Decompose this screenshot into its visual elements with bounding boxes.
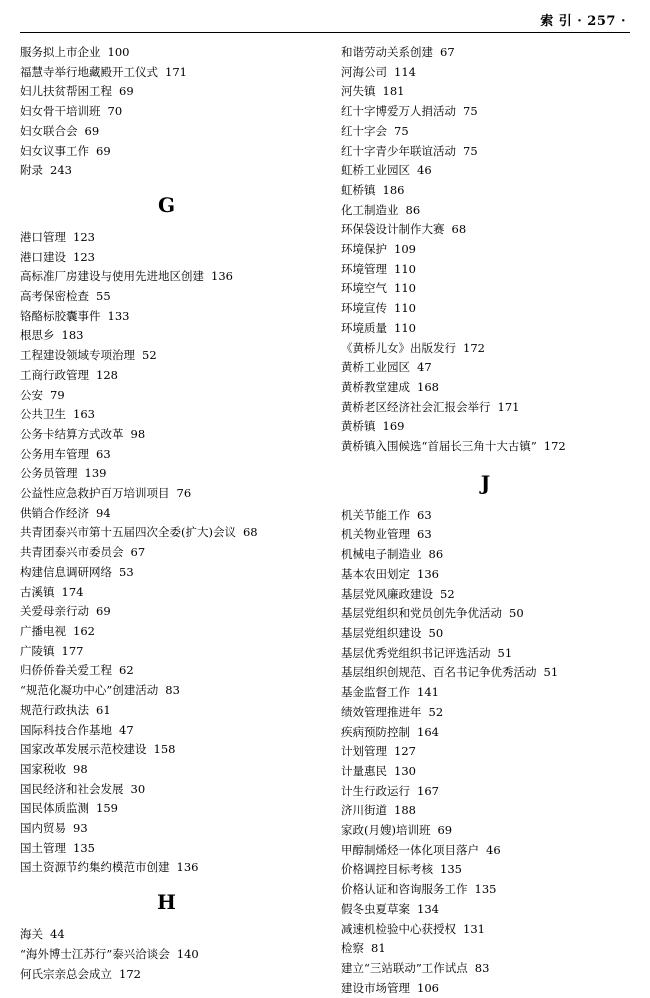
index-entry <box>341 181 630 201</box>
entry-page: 47 <box>417 360 432 375</box>
entry-page: 177 <box>61 643 84 658</box>
entry-page: 46 <box>417 163 432 178</box>
entry-term: 基层优秀党组织书记评选活动 <box>341 645 491 660</box>
entry-term: 构建信息调研网络 <box>20 564 112 579</box>
entry-term: 虹桥镇 <box>341 182 376 197</box>
entry-term: 规范行政执法 <box>20 702 89 717</box>
entry-group-g <box>20 228 313 878</box>
entry-page: 68 <box>451 222 467 237</box>
entry-page: 93 <box>73 821 88 836</box>
entry-page: 52 <box>142 348 157 363</box>
entry-term: 黄桥镇入围候选“首届长三角十大古镇” <box>341 439 537 454</box>
index-entry <box>341 201 630 221</box>
index-entry <box>20 799 313 819</box>
entry-term: 计划管理 <box>341 744 387 759</box>
index-entry <box>341 240 630 260</box>
entry-page: 164 <box>417 724 439 739</box>
entry-term: 供销合作经济 <box>20 505 89 520</box>
index-entry <box>341 102 630 122</box>
entry-page: 109 <box>394 242 416 257</box>
entry-term: 虹桥工业园区 <box>341 163 410 178</box>
entry-page: 63 <box>417 527 432 542</box>
entry-term: 计生行政运行 <box>341 783 410 798</box>
entry-term: 福慧寺举行地藏殿开工仪式 <box>20 64 158 79</box>
entry-page: 98 <box>130 426 146 441</box>
entry-page: 69 <box>96 604 111 619</box>
entry-group-f-tail <box>20 43 313 181</box>
entry-page: 47 <box>119 722 134 737</box>
entry-term: 共青团泰兴市委员会 <box>20 545 124 560</box>
entry-page: 106 <box>417 980 439 995</box>
entry-page: 50 <box>509 606 524 621</box>
index-entry <box>341 585 630 605</box>
entry-page: 100 <box>107 45 130 59</box>
index-entry <box>20 945 313 965</box>
entry-page: 67 <box>440 45 455 59</box>
entry-term: 归侨侨眷关爱工程 <box>20 663 112 678</box>
entry-page: 52 <box>440 586 455 601</box>
entry-term: 海关 <box>20 927 43 942</box>
index-entry <box>20 701 313 721</box>
index-entry <box>20 326 313 346</box>
index-entry <box>20 63 313 83</box>
entry-term: 广陵镇 <box>20 643 55 658</box>
entry-term: 黄桥教堂建成 <box>341 379 410 394</box>
entry-page: 174 <box>61 584 84 599</box>
entry-term: 国家改革发展示范校建设 <box>20 742 147 757</box>
index-entry <box>341 959 630 979</box>
entry-page: 63 <box>96 446 111 461</box>
entry-page: 110 <box>394 320 416 335</box>
entry-term: 古溪镇 <box>20 584 55 599</box>
index-entry <box>20 858 313 878</box>
entry-page: 158 <box>153 742 176 757</box>
index-entry <box>20 43 313 63</box>
index-entry <box>20 721 313 741</box>
entry-page: 30 <box>130 781 146 796</box>
entry-page: 53 <box>119 564 134 579</box>
index-entry <box>341 939 630 959</box>
index-entry <box>341 644 630 664</box>
index-entry <box>341 663 630 683</box>
entry-term: 国际科技合作基地 <box>20 722 112 737</box>
entry-term: 基本农田划定 <box>341 566 410 581</box>
entry-term: 机关节能工作 <box>341 507 410 522</box>
index-entry <box>341 437 630 457</box>
entry-term: 国民体质监测 <box>20 801 89 816</box>
entry-term: 红十字博爱万人捐活动 <box>341 104 456 119</box>
entry-term: 高标准厂房建设与使用先进地区创建 <box>20 269 204 284</box>
entry-term: 高考保密检查 <box>20 289 89 304</box>
entry-term: “规范化凝功中心”创建活动 <box>20 683 159 698</box>
entry-page: 140 <box>176 946 199 961</box>
index-entry <box>20 484 313 504</box>
index-entry <box>20 267 313 287</box>
entry-term: 共青团泰兴市第十五届四次全委(扩大)会议 <box>20 525 236 540</box>
entry-term: 基层组织创规范、百名书记争优秀活动 <box>341 665 537 680</box>
entry-term: 黄桥老区经济社会汇报会举行 <box>341 399 491 414</box>
entry-page: 114 <box>394 64 416 79</box>
entry-page: 70 <box>107 104 123 119</box>
index-entry <box>341 565 630 585</box>
entry-term: 环境管理 <box>341 261 387 276</box>
index-entry <box>20 543 313 563</box>
entry-page: 110 <box>394 281 416 296</box>
entry-term: 环境空气 <box>341 281 387 296</box>
index-entry <box>341 703 630 723</box>
index-entry <box>20 405 313 425</box>
entry-term: 疾病预防控制 <box>341 724 410 739</box>
index-entry <box>20 248 313 268</box>
entry-page: 51 <box>543 665 559 680</box>
page-header: 索 引 · 257 · <box>540 14 626 29</box>
entry-page: 61 <box>96 702 111 717</box>
entry-term: 根思乡 <box>20 328 55 343</box>
entry-term: 和谐劳动关系创建 <box>341 45 433 59</box>
entry-page: 139 <box>84 466 107 481</box>
entry-page: 130 <box>394 763 416 778</box>
entry-group-h <box>20 925 313 984</box>
index-entry <box>341 279 630 299</box>
entry-page: 94 <box>96 505 111 520</box>
entry-page: 167 <box>417 783 439 798</box>
entry-term: 工程建设领域专项治理 <box>20 348 135 363</box>
entry-term: 黄桥镇 <box>341 419 376 434</box>
entry-page: 67 <box>130 545 146 560</box>
index-columns <box>18 43 632 998</box>
index-entry <box>341 624 630 644</box>
index-entry <box>341 821 630 841</box>
entry-page: 159 <box>96 801 118 816</box>
entry-page: 123 <box>73 249 95 264</box>
letter-heading-h: H <box>157 890 176 915</box>
index-entry <box>341 742 630 762</box>
index-entry <box>20 307 313 327</box>
entry-page: 69 <box>96 143 111 158</box>
entry-term: 红十字青少年联谊活动 <box>341 143 456 158</box>
entry-page: 172 <box>463 340 485 355</box>
entry-term: 《黄桥儿女》出版发行 <box>341 340 456 355</box>
entry-term: 国土资源节约集约模范市创建 <box>20 860 170 875</box>
entry-term: 减速机检验中心获授权 <box>341 921 456 936</box>
index-entry <box>20 464 313 484</box>
entry-page: 75 <box>394 123 409 138</box>
entry-page: 135 <box>440 862 462 877</box>
index-entry <box>341 122 630 142</box>
entry-term: 附录 <box>20 163 43 178</box>
entry-term: 国民经济和社会发展 <box>20 781 124 796</box>
entry-term: 机关物业管理 <box>341 527 410 542</box>
letter-heading-g: G <box>157 192 176 217</box>
entry-page: 183 <box>61 328 84 343</box>
index-entry <box>20 622 313 642</box>
entry-term: 基层党风廉政建设 <box>341 586 433 601</box>
index-entry <box>20 366 313 386</box>
index-entry <box>341 723 630 743</box>
entry-term: 工商行政管理 <box>20 367 89 382</box>
entry-term: 基金监督工作 <box>341 685 410 700</box>
entry-term: 公务用车管理 <box>20 446 89 461</box>
index-entry <box>341 339 630 359</box>
entry-term: 公益性应急救护百万培训项目 <box>20 486 170 501</box>
left-column <box>18 43 325 984</box>
entry-page: 135 <box>73 840 95 855</box>
entry-page: 86 <box>405 202 421 217</box>
index-entry <box>20 642 313 662</box>
entry-term: 假冬虫夏草案 <box>341 901 410 916</box>
index-entry <box>341 979 630 998</box>
entry-page: 55 <box>96 289 111 304</box>
entry-term: 价格调控目标考核 <box>341 862 433 877</box>
index-entry <box>20 346 313 366</box>
entry-page: 186 <box>382 182 405 197</box>
entry-term: 甲醇制烯烃一体化项目落户 <box>341 842 479 857</box>
index-entry <box>341 220 630 240</box>
entry-term: 妇女联合会 <box>20 123 78 138</box>
index-entry <box>20 681 313 701</box>
index-entry <box>341 161 630 181</box>
entry-page: 83 <box>474 960 490 975</box>
entry-term: 环境宣传 <box>341 301 387 316</box>
entry-page: 136 <box>417 566 439 581</box>
entry-page: 51 <box>497 645 513 660</box>
entry-page: 75 <box>463 143 478 158</box>
entry-term: 国家税收 <box>20 761 66 776</box>
entry-term: 环保袋设计制作大赛 <box>341 222 445 237</box>
entry-page: 128 <box>96 367 118 382</box>
entry-term: 国土管理 <box>20 840 66 855</box>
entry-term: 公共卫生 <box>20 407 66 422</box>
entry-page: 86 <box>428 547 444 562</box>
entry-page: 83 <box>165 683 180 698</box>
entry-term: 红十字会 <box>341 123 387 138</box>
entry-term: 公安 <box>20 387 43 402</box>
entry-term: 家政(月嫂)培训班 <box>341 823 431 838</box>
entry-group-j <box>341 506 630 998</box>
index-entry <box>20 583 313 603</box>
entry-page: 133 <box>107 308 130 323</box>
entry-term: 化工制造业 <box>341 202 399 217</box>
index-entry <box>341 801 630 821</box>
entry-page: 168 <box>417 379 439 394</box>
entry-page: 171 <box>497 399 520 414</box>
index-entry <box>20 819 313 839</box>
index-entry <box>20 287 313 307</box>
index-entry <box>20 740 313 760</box>
entry-page: 46 <box>486 842 501 857</box>
index-entry <box>20 965 313 985</box>
entry-page: 136 <box>211 269 233 284</box>
entry-page: 69 <box>119 84 134 99</box>
entry-term: 绩效管理推进年 <box>341 704 422 719</box>
header-divider <box>20 32 630 33</box>
index-entry <box>20 839 313 859</box>
index-entry <box>341 358 630 378</box>
entry-page: 131 <box>463 921 485 936</box>
entry-term: 妇女议事工作 <box>20 143 89 158</box>
index-entry <box>20 102 313 122</box>
entry-term: 基层党组织和党员创先争优活动 <box>341 606 502 621</box>
right-column <box>325 43 632 998</box>
index-entry <box>20 504 313 524</box>
entry-term: 黄桥工业园区 <box>341 360 410 375</box>
entry-page: 141 <box>417 685 439 700</box>
entry-page: 127 <box>394 744 416 759</box>
index-entry <box>20 760 313 780</box>
entry-term: 何氏宗亲总会成立 <box>20 966 112 981</box>
index-entry <box>341 525 630 545</box>
index-entry <box>341 604 630 624</box>
entry-page: 69 <box>437 823 453 838</box>
index-entry <box>20 386 313 406</box>
entry-term: 建设市场管理 <box>341 980 410 995</box>
index-entry <box>341 860 630 880</box>
index-entry <box>341 417 630 437</box>
index-entry <box>341 880 630 900</box>
index-entry <box>20 228 313 248</box>
entry-term: 环境质量 <box>341 320 387 335</box>
index-entry <box>20 122 313 142</box>
entry-page: 243 <box>50 163 72 178</box>
index-entry <box>20 925 313 945</box>
entry-page: 62 <box>119 663 134 678</box>
entry-term: “海外博士江苏行”泰兴洽谈会 <box>20 946 170 961</box>
entry-term: 妇儿扶贫帮困工程 <box>20 84 112 99</box>
entry-term: 铬酪标胶囊事件 <box>20 308 101 323</box>
entry-page: 68 <box>242 525 258 540</box>
entry-page: 169 <box>382 419 405 434</box>
index-entry <box>20 161 313 181</box>
entry-term: 公务卡结算方式改革 <box>20 426 124 441</box>
index-entry <box>341 299 630 319</box>
entry-term: 河失镇 <box>341 84 376 99</box>
entry-term: 公务员管理 <box>20 466 78 481</box>
entry-page: 76 <box>176 486 192 501</box>
entry-page: 110 <box>394 261 416 276</box>
entry-term: 妇女骨干培训班 <box>20 104 101 119</box>
index-entry <box>341 319 630 339</box>
entry-page: 163 <box>73 407 95 422</box>
index-entry <box>341 378 630 398</box>
index-entry <box>341 142 630 162</box>
letter-heading-j: J <box>480 470 491 495</box>
entry-term: 河海公司 <box>341 64 387 79</box>
index-entry <box>20 445 313 465</box>
entry-page: 50 <box>428 625 444 640</box>
entry-page: 172 <box>543 439 566 454</box>
index-entry <box>341 683 630 703</box>
index-entry <box>20 142 313 162</box>
entry-page: 135 <box>474 882 497 897</box>
entry-group-h-cont <box>341 43 630 457</box>
entry-page: 110 <box>394 301 416 316</box>
entry-term: 检察 <box>341 941 364 956</box>
entry-page: 136 <box>176 860 199 875</box>
index-entry <box>341 545 630 565</box>
index-entry <box>341 920 630 940</box>
index-entry <box>20 602 313 622</box>
index-entry <box>20 780 313 800</box>
index-entry <box>341 782 630 802</box>
entry-term: 广播电视 <box>20 623 66 638</box>
entry-term: 建立“三站联动”工作试点 <box>341 960 468 975</box>
entry-page: 79 <box>50 387 65 402</box>
index-entry <box>341 398 630 418</box>
index-entry <box>341 506 630 526</box>
entry-page: 123 <box>73 229 95 244</box>
entry-term: 港口管理 <box>20 229 66 244</box>
entry-page: 52 <box>428 704 444 719</box>
entry-term: 计量惠民 <box>341 763 387 778</box>
entry-term: 基层党组织建设 <box>341 625 422 640</box>
index-entry <box>341 63 630 83</box>
entry-term: 机械电子制造业 <box>341 547 422 562</box>
entry-page: 181 <box>382 84 405 99</box>
index-entry <box>341 762 630 782</box>
index-entry <box>20 523 313 543</box>
entry-page: 75 <box>463 104 478 119</box>
index-entry <box>341 43 630 63</box>
entry-term: 国内贸易 <box>20 821 66 836</box>
entry-page: 98 <box>73 761 88 776</box>
entry-term: 服务拟上市企业 <box>20 45 101 59</box>
index-entry <box>341 260 630 280</box>
index-entry <box>20 82 313 102</box>
index-entry <box>341 841 630 861</box>
entry-term: 环境保护 <box>341 242 387 257</box>
entry-page: 172 <box>119 966 141 981</box>
entry-page: 81 <box>371 941 386 956</box>
index-entry <box>20 563 313 583</box>
entry-term: 价格认证和咨询服务工作 <box>341 882 468 897</box>
entry-term: 港口建设 <box>20 249 66 264</box>
index-entry <box>341 900 630 920</box>
entry-term: 关爱母亲行动 <box>20 604 89 619</box>
entry-page: 188 <box>394 803 416 818</box>
entry-page: 134 <box>417 901 439 916</box>
entry-page: 44 <box>50 927 65 942</box>
entry-page: 171 <box>165 64 187 79</box>
entry-page: 63 <box>417 507 432 522</box>
entry-page: 162 <box>73 623 95 638</box>
index-entry <box>341 82 630 102</box>
entry-page: 69 <box>84 123 100 138</box>
index-entry <box>20 661 313 681</box>
entry-term: 济川街道 <box>341 803 387 818</box>
index-entry <box>20 425 313 445</box>
